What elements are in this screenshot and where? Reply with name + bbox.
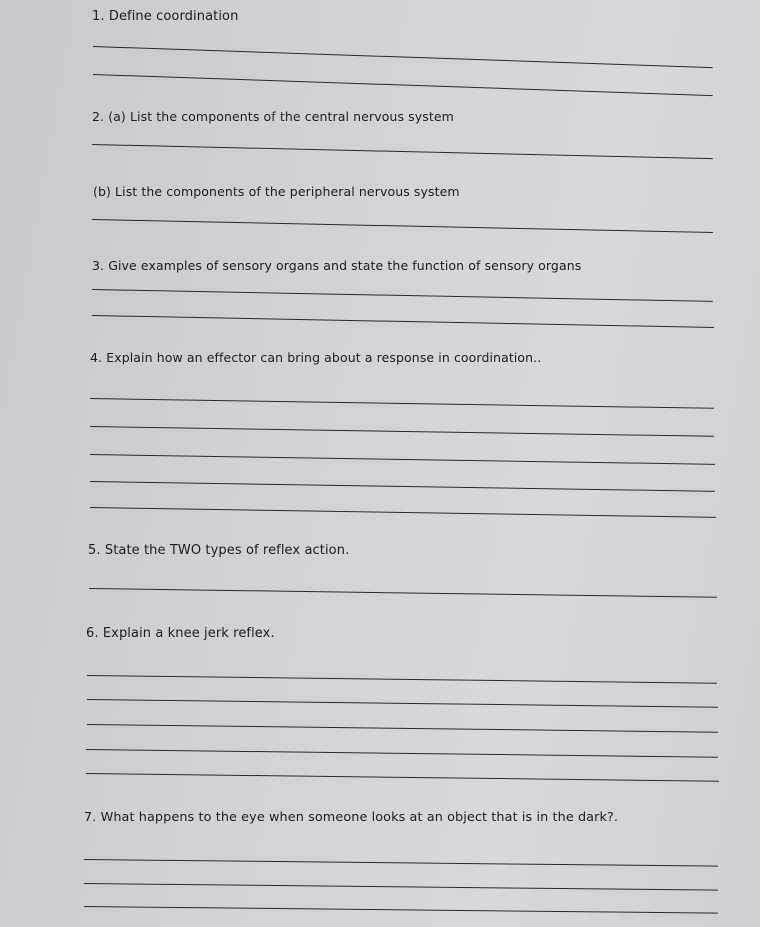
question-2b: (b) List the components of the peripheral nervous system xyxy=(93,184,460,199)
question-4: 4. Explain how an effector can bring about a response in coordination.. xyxy=(90,350,542,365)
answer-line xyxy=(90,481,715,492)
question-6: 6. Explain a knee jerk reflex. xyxy=(86,626,275,641)
answer-line xyxy=(90,398,714,409)
answer-line xyxy=(86,749,718,758)
answer-line xyxy=(92,144,713,159)
answer-line xyxy=(87,675,717,684)
question-5: 5. State the TWO types of reflex action. xyxy=(88,543,350,558)
answer-line xyxy=(84,859,718,867)
answer-line xyxy=(93,46,713,68)
question-3: 3. Give examples of sensory organs and state the function of sensory organs xyxy=(92,258,582,273)
answer-line xyxy=(87,699,718,708)
question-7: 7. What happens to the eye when someone looks at an object that is in the dark?. xyxy=(84,810,619,825)
answer-line xyxy=(92,289,713,302)
answer-line xyxy=(90,426,714,437)
answer-line xyxy=(89,588,717,598)
answer-line xyxy=(86,773,719,782)
answer-line xyxy=(87,724,718,733)
answer-line xyxy=(90,454,715,465)
answer-line xyxy=(84,883,718,891)
answer-line xyxy=(84,906,718,914)
question-1: 1. Define coordination xyxy=(92,9,239,24)
answer-line xyxy=(92,315,714,328)
answer-line xyxy=(92,219,713,233)
answer-line xyxy=(93,74,713,96)
answer-line xyxy=(90,507,716,518)
question-2a: 2. (a) List the components of the central nervous system xyxy=(92,109,454,124)
